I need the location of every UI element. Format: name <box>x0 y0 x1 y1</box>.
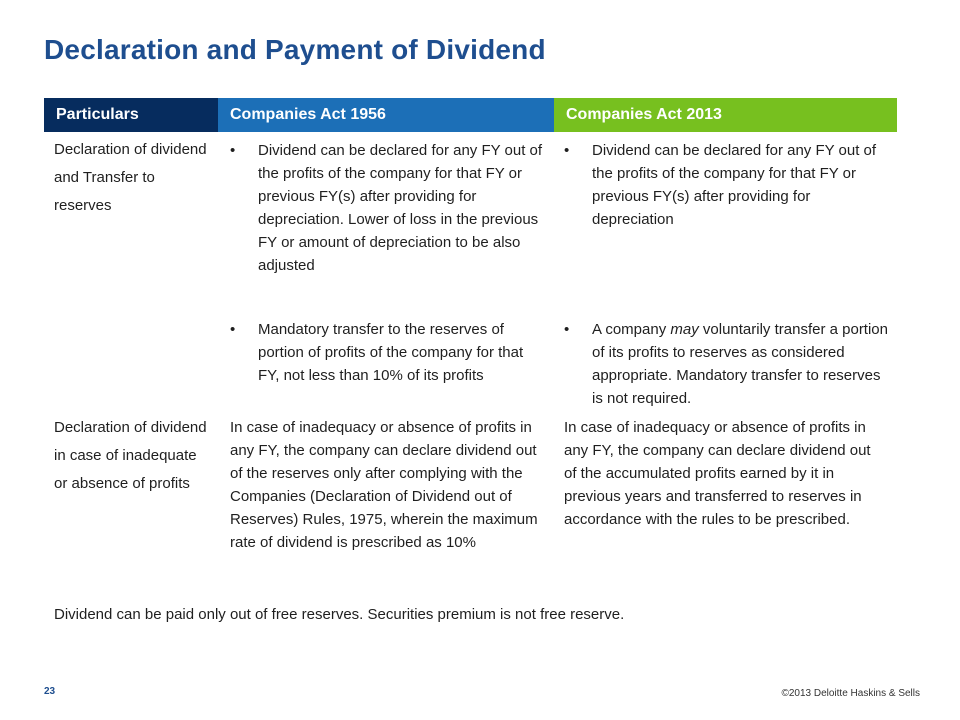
header-act-1956: Companies Act 1956 <box>218 98 554 132</box>
row-1-particular: Declaration of dividend and Transfer to reserves <box>54 141 207 214</box>
bullet-icon: • <box>564 142 570 159</box>
row-1-act1956-text-2: Mandatory transfer to the reserves of portion of profits of the company for that FY, not less than 10% of its profits <box>258 321 524 384</box>
copyright: ©2013 Deloitte Haskins & Sells <box>781 688 920 699</box>
row-1-act1956-text-1: Dividend can be declared for any FY out of the profits of the company for that FY or previous FY(s) after providing for depreciation. Lower of loss in the previous FY or amount of depreciation to be also adjusted <box>258 142 543 274</box>
row-1-act2013-bullet-1 <box>564 139 892 231</box>
bullet-icon: • <box>230 142 236 159</box>
page-title: Declaration and Payment of Dividend <box>44 34 546 65</box>
row-2-particular: Declaration of dividend in case of inadequate or absence of profits <box>54 419 207 492</box>
footnote: Dividend can be paid only out of free reserves. Securities premium is not free reserve. <box>54 606 625 623</box>
row-1-act1956-bullet-1 <box>230 139 548 277</box>
row-1-act1956-bullet-2 <box>230 318 548 387</box>
header-act-2013: Companies Act 2013 <box>554 98 897 132</box>
row-1-act2013-text-1: Dividend can be declared for any FY out of the profits of the company for that FY or previous FY(s) after providing for depreciation <box>592 142 877 228</box>
emphasis-may: may <box>670 321 699 338</box>
row-1-act2013-text-2: A company may voluntarily transfer a portion of its profits to reserves as considered appropriate. Mandatory transfer to reserves is not required. <box>592 321 888 407</box>
row-2-act1956-text: In case of inadequacy or absence of profits in any FY, the company can declare dividend out of the reserves only after complying with the Companies (Declaration of Dividend out of Reserves) Rules, 1975, wherein the maximum rate of dividend is prescribed as 10% <box>230 419 538 551</box>
bullet-icon: • <box>564 321 570 338</box>
row-1-act2013-bullet-2 <box>564 318 892 410</box>
row-2-act2013-text: In case of inadequacy or absence of profits in any FY, the company can declare dividend out of the accumulated profits earned by it in previous years and transferred to reserves in accordance with the rules to be prescribed. <box>564 419 871 528</box>
header-particulars: Particulars <box>44 98 218 132</box>
page-number: 23 <box>44 686 56 697</box>
bullet-icon: • <box>230 321 236 338</box>
